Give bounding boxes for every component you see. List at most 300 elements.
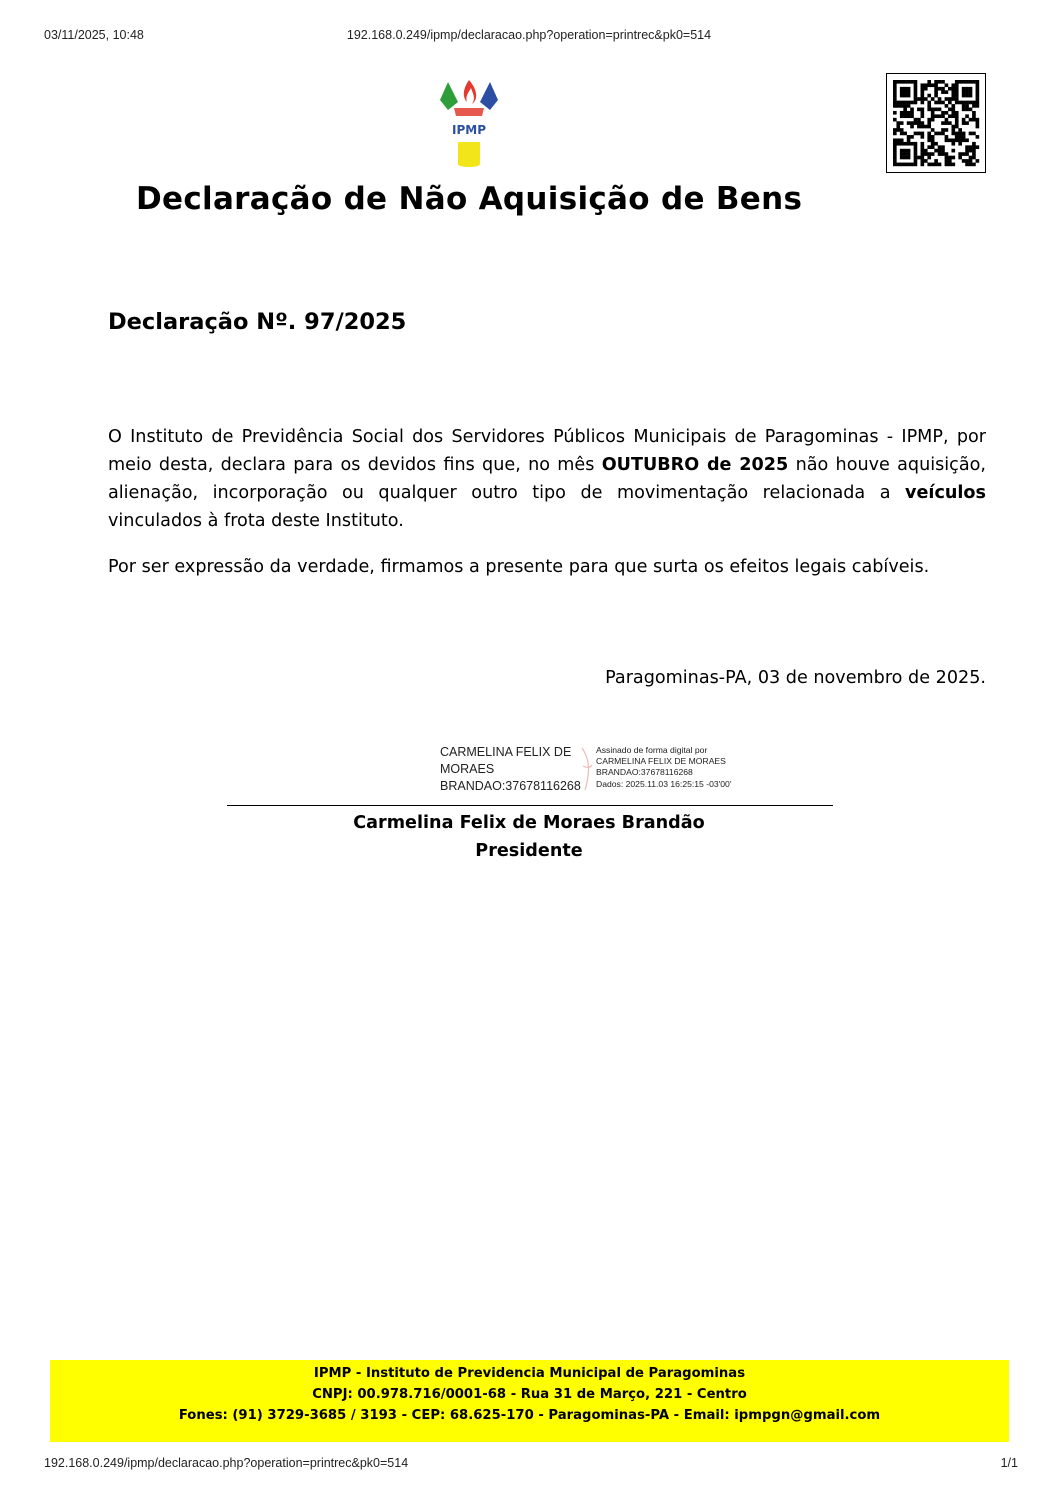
footer-cnpj-address: CNPJ: 00.978.716/0001-68 - Rua 31 de Março, 221 - Centro bbox=[312, 1387, 747, 1402]
qr-module bbox=[934, 94, 938, 98]
qr-module bbox=[948, 101, 952, 105]
qr-module bbox=[903, 111, 907, 115]
qr-module bbox=[927, 118, 931, 122]
qr-module bbox=[903, 87, 907, 91]
qr-module bbox=[927, 121, 931, 125]
qr-module bbox=[955, 87, 959, 91]
paragraph-text: vinculados à frota deste Instituto. bbox=[108, 511, 404, 531]
qr-module bbox=[934, 101, 938, 105]
qr-module bbox=[938, 87, 942, 91]
qr-module bbox=[945, 135, 949, 139]
qr-module bbox=[958, 138, 962, 142]
qr-module bbox=[896, 125, 900, 129]
qr-module bbox=[914, 145, 918, 149]
qr-module bbox=[976, 94, 980, 98]
qr-module bbox=[945, 156, 949, 160]
qr-module bbox=[931, 114, 935, 118]
qr-module bbox=[972, 156, 976, 160]
qr-module bbox=[938, 149, 942, 153]
qr-module bbox=[927, 163, 931, 167]
qr-module bbox=[958, 156, 962, 160]
qr-module bbox=[896, 138, 900, 142]
qr-module bbox=[958, 142, 962, 146]
qr-module bbox=[962, 159, 966, 163]
qr-module bbox=[976, 118, 980, 122]
qr-module bbox=[941, 145, 945, 149]
qr-module bbox=[924, 83, 928, 87]
qr-module bbox=[900, 163, 904, 167]
qr-module bbox=[921, 108, 925, 112]
qr-module bbox=[962, 108, 966, 112]
qr-module bbox=[969, 118, 973, 122]
qr-module bbox=[914, 101, 918, 105]
qr-module bbox=[948, 163, 952, 167]
print-url-footer: 192.168.0.249/ipmp/declaracao.php?operation=printrec&pk0=514 bbox=[44, 1456, 409, 1470]
signer-name: Carmelina Felix de Moraes Brandão bbox=[353, 813, 705, 833]
qr-module bbox=[931, 111, 935, 115]
qr-module bbox=[951, 156, 955, 160]
qr-module bbox=[921, 114, 925, 118]
qr-module bbox=[938, 101, 942, 105]
qr-module bbox=[921, 87, 925, 91]
qr-module bbox=[962, 87, 966, 91]
qr-module bbox=[931, 152, 935, 156]
qr-module bbox=[907, 90, 911, 94]
qr-module bbox=[893, 145, 897, 149]
qr-module bbox=[921, 94, 925, 98]
qr-module bbox=[927, 125, 931, 129]
qr-module bbox=[927, 138, 931, 142]
qr-module bbox=[907, 156, 911, 160]
declaration-number: Declaração Nº. 97/2025 bbox=[108, 309, 407, 335]
qr-module bbox=[934, 90, 938, 94]
qr-module bbox=[958, 132, 962, 136]
qr-module bbox=[965, 87, 969, 91]
qr-module bbox=[976, 87, 980, 91]
qr-module bbox=[903, 101, 907, 105]
qr-module bbox=[907, 101, 911, 105]
digital-signature-details bbox=[596, 745, 796, 790]
qr-module bbox=[951, 128, 955, 132]
qr-module bbox=[955, 97, 959, 101]
qr-module bbox=[900, 80, 904, 84]
qr-module bbox=[948, 97, 952, 101]
qr-module bbox=[969, 163, 973, 167]
qr-module bbox=[938, 145, 942, 149]
qr-module bbox=[965, 101, 969, 105]
qr-module bbox=[910, 121, 914, 125]
qr-module bbox=[945, 83, 949, 87]
qr-module bbox=[962, 135, 966, 139]
qr-module bbox=[900, 87, 904, 91]
qr-module bbox=[965, 90, 969, 94]
qr-module bbox=[924, 125, 928, 129]
qr-module bbox=[976, 90, 980, 94]
qr-module bbox=[951, 97, 955, 101]
qr-module bbox=[917, 97, 921, 101]
qr-module bbox=[941, 149, 945, 153]
qr-module bbox=[903, 132, 907, 136]
qr-module bbox=[921, 111, 925, 115]
qr-module bbox=[914, 159, 918, 163]
qr-module bbox=[941, 132, 945, 136]
qr-module bbox=[972, 145, 976, 149]
print-url-header: 192.168.0.249/ipmp/declaracao.php?operation=printrec&pk0=514 bbox=[346, 28, 712, 42]
qr-module bbox=[958, 152, 962, 156]
qr-module bbox=[910, 135, 914, 139]
qr-module bbox=[976, 83, 980, 87]
qr-module bbox=[951, 114, 955, 118]
qr-module bbox=[893, 80, 897, 84]
qr-module bbox=[896, 121, 900, 125]
qr-module bbox=[938, 114, 942, 118]
logo-text: IPMP bbox=[452, 123, 486, 137]
qr-module bbox=[917, 156, 921, 160]
qr-module bbox=[907, 80, 911, 84]
qr-module bbox=[969, 145, 973, 149]
qr-module bbox=[893, 104, 897, 108]
qr-module bbox=[931, 108, 935, 112]
qr-module bbox=[900, 149, 904, 153]
qr-module bbox=[924, 152, 928, 156]
qr-module bbox=[924, 87, 928, 91]
qr-module bbox=[917, 118, 921, 122]
qr-module bbox=[924, 149, 928, 153]
qr-module bbox=[958, 135, 962, 139]
qr-module bbox=[893, 118, 897, 122]
qr-module bbox=[914, 83, 918, 87]
qr-module bbox=[934, 159, 938, 163]
qr-module bbox=[907, 138, 911, 142]
qr-module bbox=[945, 90, 949, 94]
qr-module bbox=[893, 149, 897, 153]
qr-module bbox=[965, 138, 969, 142]
qr-module bbox=[931, 128, 935, 132]
qr-module bbox=[893, 94, 897, 98]
qr-module bbox=[955, 118, 959, 122]
qr-module bbox=[958, 101, 962, 105]
qr-module bbox=[910, 101, 914, 105]
qr-module bbox=[951, 125, 955, 129]
qr-module bbox=[955, 138, 959, 142]
qr-module bbox=[910, 111, 914, 115]
signature-detail-line: Dados: 2025.11.03 16:25:15 -03'00' bbox=[596, 778, 732, 789]
qr-module bbox=[921, 159, 925, 163]
qr-module bbox=[907, 163, 911, 167]
qr-module bbox=[945, 128, 949, 132]
qr-module bbox=[910, 163, 914, 167]
qr-module bbox=[907, 114, 911, 118]
footer-institution-name: IPMP - Instituto de Previdencia Municipal de Paragominas bbox=[313, 1366, 746, 1381]
qr-module bbox=[955, 135, 959, 139]
qr-module bbox=[962, 121, 966, 125]
qr-module bbox=[907, 149, 911, 153]
qr-module bbox=[965, 104, 969, 108]
qr-module bbox=[907, 121, 911, 125]
qr-module bbox=[914, 97, 918, 101]
qr-module bbox=[896, 104, 900, 108]
qr-module bbox=[955, 101, 959, 105]
qr-module bbox=[969, 149, 973, 153]
qr-module bbox=[938, 108, 942, 112]
qr-module bbox=[893, 101, 897, 105]
qr-module bbox=[962, 101, 966, 105]
qr-module bbox=[907, 142, 911, 146]
qr-module bbox=[934, 163, 938, 167]
qr-module bbox=[948, 156, 952, 160]
qr-module bbox=[972, 111, 976, 115]
qr-module bbox=[893, 90, 897, 94]
qr-module bbox=[934, 108, 938, 112]
qr-module bbox=[900, 132, 904, 136]
qr-module bbox=[903, 149, 907, 153]
qr-module bbox=[893, 87, 897, 91]
qr-module bbox=[965, 145, 969, 149]
qr-module bbox=[955, 125, 959, 129]
reference-month: OUTUBRO de 2025 bbox=[601, 455, 789, 475]
qr-module bbox=[921, 90, 925, 94]
qr-module bbox=[941, 128, 945, 132]
qr-module bbox=[907, 152, 911, 156]
qr-module bbox=[931, 97, 935, 101]
qr-module bbox=[900, 156, 904, 160]
qr-module bbox=[965, 163, 969, 167]
qr-module bbox=[907, 94, 911, 98]
qr-module bbox=[910, 108, 914, 112]
qr-module bbox=[941, 80, 945, 84]
qr-module bbox=[927, 101, 931, 105]
qr-module bbox=[931, 118, 935, 122]
qr-module bbox=[900, 121, 904, 125]
qr-module bbox=[903, 104, 907, 108]
qr-module bbox=[927, 156, 931, 160]
qr-module bbox=[914, 163, 918, 167]
qr-module bbox=[976, 121, 980, 125]
qr-module bbox=[924, 159, 928, 163]
qr-module bbox=[914, 132, 918, 136]
qr-module bbox=[969, 156, 973, 160]
institution-footer bbox=[50, 1360, 1009, 1442]
qr-module bbox=[941, 111, 945, 115]
qr-module bbox=[896, 80, 900, 84]
qr-module bbox=[927, 152, 931, 156]
qr-module bbox=[951, 104, 955, 108]
qr-module bbox=[907, 111, 911, 115]
qr-module bbox=[910, 114, 914, 118]
qr-module bbox=[972, 80, 976, 84]
qr-module bbox=[955, 121, 959, 125]
qr-module bbox=[951, 132, 955, 136]
qr-module bbox=[917, 121, 921, 125]
qr-module bbox=[951, 108, 955, 112]
qr-module bbox=[934, 132, 938, 136]
signature-detail-line: BRANDAO:37678116268 bbox=[596, 767, 693, 778]
qr-module bbox=[938, 132, 942, 136]
signature-detail-line: Assinado de forma digital por bbox=[596, 745, 708, 755]
qr-module bbox=[934, 87, 938, 91]
closing-paragraph: Por ser expressão da verdade, firmamos a presente para que surta os efeitos legais cabíveis. bbox=[108, 557, 930, 577]
qr-module bbox=[921, 163, 925, 167]
qr-module bbox=[945, 163, 949, 167]
qr-module bbox=[962, 138, 966, 142]
qr-module bbox=[900, 138, 904, 142]
qr-module bbox=[962, 104, 966, 108]
qr-module bbox=[896, 128, 900, 132]
qr-module bbox=[972, 152, 976, 156]
qr-module bbox=[903, 163, 907, 167]
qr-module bbox=[921, 83, 925, 87]
qr-module bbox=[965, 114, 969, 118]
qr-module bbox=[969, 101, 973, 105]
footer-contacts: Fones: (91) 3729-3685 / 3193 - CEP: 68.625-170 - Paragominas-PA - Email: ipmpgn@gmail.com bbox=[178, 1408, 881, 1423]
qr-module bbox=[927, 83, 931, 87]
qr-module bbox=[958, 80, 962, 84]
qr-module bbox=[900, 90, 904, 94]
qr-module bbox=[972, 104, 976, 108]
qr-module bbox=[972, 149, 976, 153]
qr-module bbox=[962, 94, 966, 98]
qr-module bbox=[917, 125, 921, 129]
qr-module bbox=[927, 132, 931, 136]
qr-module bbox=[900, 152, 904, 156]
qr-module bbox=[900, 94, 904, 98]
qr-module bbox=[976, 145, 980, 149]
ipmp-logo bbox=[438, 78, 500, 170]
qr-module bbox=[934, 80, 938, 84]
qr-module bbox=[951, 163, 955, 167]
qr-module bbox=[969, 108, 973, 112]
qr-module bbox=[955, 132, 959, 136]
qr-module bbox=[951, 111, 955, 115]
qr-module bbox=[965, 94, 969, 98]
qr-module bbox=[976, 101, 980, 105]
qr-module bbox=[965, 121, 969, 125]
qr-module bbox=[951, 94, 955, 98]
qr-module bbox=[903, 152, 907, 156]
qr-module bbox=[965, 152, 969, 156]
qr-module bbox=[893, 111, 897, 115]
qr-module bbox=[976, 159, 980, 163]
qr-module bbox=[945, 111, 949, 115]
qr-module bbox=[921, 152, 925, 156]
qr-module bbox=[893, 159, 897, 163]
qr-module bbox=[958, 128, 962, 132]
qr-module bbox=[931, 163, 935, 167]
qr-module bbox=[972, 163, 976, 167]
qr-module bbox=[914, 87, 918, 91]
paragraph-text: O Instituto de Previdência Social dos Servidores Públicos Municipais de Paragominas - IPMP, por meio desta, declara para os devidos fins que, no mês bbox=[108, 427, 986, 475]
qr-module bbox=[941, 90, 945, 94]
qr-module bbox=[900, 104, 904, 108]
qr-module bbox=[948, 114, 952, 118]
qr-module bbox=[972, 132, 976, 136]
qr-module bbox=[941, 152, 945, 156]
qr-module bbox=[900, 142, 904, 146]
qr-module bbox=[893, 97, 897, 101]
qr-module bbox=[962, 80, 966, 84]
qr-module bbox=[927, 80, 931, 84]
qr-module bbox=[976, 125, 980, 129]
qr-module bbox=[921, 135, 925, 139]
qr-module bbox=[921, 142, 925, 146]
qr-module bbox=[921, 149, 925, 153]
place-and-date: Paragominas-PA, 03 de novembro de 2025. bbox=[605, 668, 986, 688]
qr-module bbox=[934, 114, 938, 118]
signature-cert-line: MORAES bbox=[440, 762, 495, 776]
qr-module bbox=[951, 83, 955, 87]
qr-module bbox=[907, 87, 911, 91]
qr-module bbox=[938, 163, 942, 167]
qr-module bbox=[955, 111, 959, 115]
qr-module bbox=[903, 80, 907, 84]
qr-module bbox=[962, 118, 966, 122]
qr-module bbox=[941, 114, 945, 118]
signature-cert-line: CARMELINA FELIX DE bbox=[440, 745, 572, 759]
qr-module bbox=[914, 152, 918, 156]
qr-module bbox=[903, 90, 907, 94]
qr-module bbox=[945, 104, 949, 108]
qr-module bbox=[927, 135, 931, 139]
qr-module bbox=[903, 94, 907, 98]
qr-module bbox=[969, 159, 973, 163]
qr-module bbox=[969, 132, 973, 136]
signature-detail-line: CARMELINA FELIX DE MORAES bbox=[596, 756, 726, 767]
qr-module bbox=[921, 145, 925, 149]
qr-module bbox=[965, 159, 969, 163]
qr-module bbox=[927, 145, 931, 149]
qr-module bbox=[941, 87, 945, 91]
qr-module bbox=[921, 97, 925, 101]
qr-module bbox=[893, 156, 897, 160]
qr-module bbox=[896, 163, 900, 167]
print-datetime: 03/11/2025, 10:48 bbox=[44, 28, 144, 42]
qr-module bbox=[910, 80, 914, 84]
qr-module bbox=[976, 97, 980, 101]
qr-module bbox=[914, 121, 918, 125]
qr-module bbox=[903, 114, 907, 118]
qr-module bbox=[914, 118, 918, 122]
qr-module bbox=[924, 97, 928, 101]
qr-module bbox=[955, 90, 959, 94]
qr-module bbox=[945, 118, 949, 122]
qr-module bbox=[948, 159, 952, 163]
qr-module bbox=[900, 114, 904, 118]
qr-module bbox=[910, 125, 914, 129]
qr-module bbox=[934, 142, 938, 146]
qr-module bbox=[951, 149, 955, 153]
qr-module bbox=[938, 152, 942, 156]
qr-module bbox=[917, 108, 921, 112]
document-title: Declaração de Não Aquisição de Bens bbox=[136, 181, 803, 217]
qr-module bbox=[914, 149, 918, 153]
qr-module bbox=[934, 149, 938, 153]
qr-module bbox=[938, 97, 942, 101]
qr-module bbox=[914, 80, 918, 84]
qr-module bbox=[927, 108, 931, 112]
qr-module bbox=[893, 163, 897, 167]
qr-module bbox=[921, 156, 925, 160]
qr-module bbox=[972, 114, 976, 118]
qr-module bbox=[914, 90, 918, 94]
qr-module bbox=[969, 87, 973, 91]
qr-module bbox=[903, 108, 907, 112]
qr-module bbox=[927, 94, 931, 98]
paragraph-text: não houve aquisição, alienação, incorporação ou qualquer outro tipo de movimentação relacionada a bbox=[108, 455, 986, 503]
qr-module bbox=[951, 87, 955, 91]
qr-module bbox=[917, 132, 921, 136]
qr-module bbox=[900, 101, 904, 105]
qr-module bbox=[976, 135, 980, 139]
